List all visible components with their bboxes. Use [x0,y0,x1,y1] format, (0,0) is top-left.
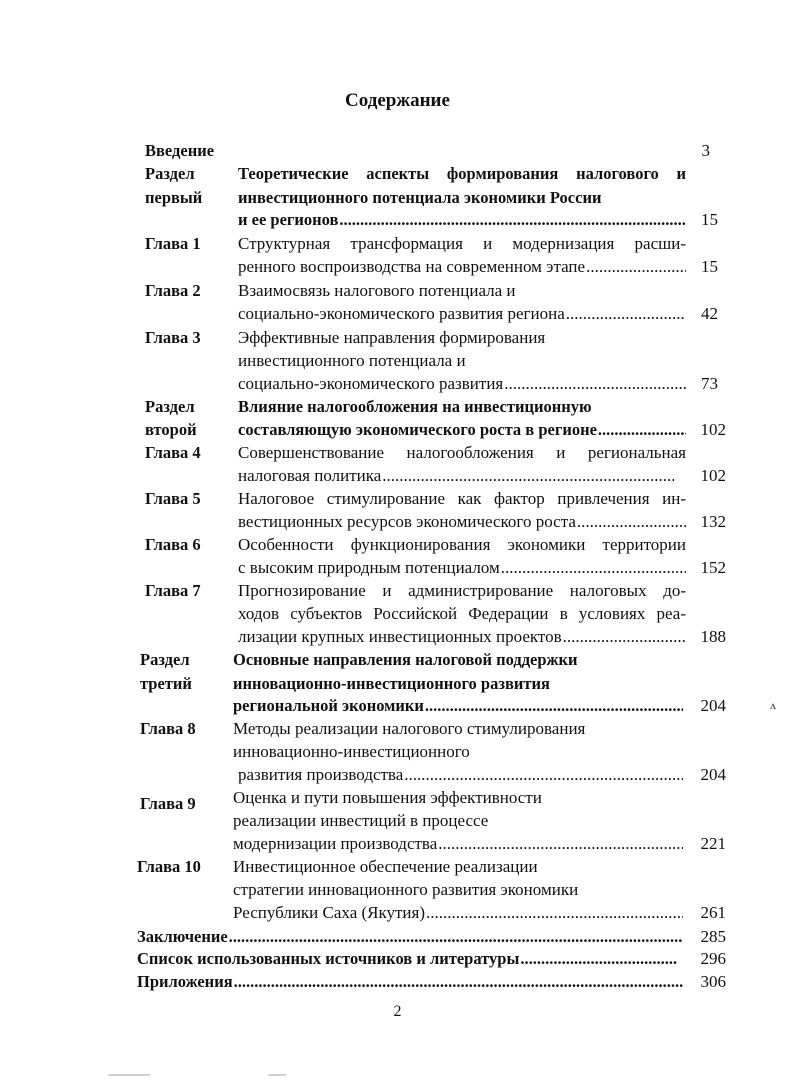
toc-ch4-line: Совершенствование налогообложения и региональная [238,443,686,462]
toc-label-ch9: Глава 9 [140,794,196,813]
toc-ch8-line: Методы реализации налогового стимулирования [233,719,586,738]
toc-ch8-line: инновационно-инвестиционного [233,742,470,761]
toc-ch3-line: социально-экономического развития ..... [238,372,686,396]
toc-label-section3-num: третий [140,674,192,693]
toc-page-conclusion: 285 [700,927,726,946]
toc-page-ch7: 188 [700,627,726,646]
toc-section3-line: региональной экономики ..... [233,694,683,718]
toc-ch6-line: Особенности функционирования экономики территории [238,535,686,554]
toc-page-ch1: 15 [701,257,718,276]
toc-ch1-line: ренного воспроизводства на современном этапе ..... [238,255,686,279]
toc-section1-line: инвестиционного потенциала экономики России [238,188,602,207]
toc-page-ch10: 261 [700,903,726,922]
toc-section1-line: и ее регионов ..... [238,208,686,232]
toc-ch4-line: налоговая политика ..... [238,464,674,488]
toc-label-ch3: Глава 3 [145,328,201,347]
toc-section2-line: составляющую экономического роста в регионе ..... [238,418,686,442]
toc-references: Список использованных источников и литературы ..... [137,947,677,971]
toc-page-ch3: 73 [701,374,718,393]
toc-ch9-line: Оценка и пути повышения эффективности [233,788,542,807]
toc-ch5-line: Налоговое стимулирование как фактор привлечения ин- [238,489,686,508]
toc-ch7-line: лизации крупных инвестиционных проектов ..... [238,625,686,649]
toc-label-intro: Введение [145,141,215,160]
toc-ch10-line: Инвестиционное обеспечение реализации [233,857,538,876]
toc-ch10-line: Республики Саха (Якутия) ..... [233,901,683,925]
toc-label-ch1: Глава 1 [145,234,201,253]
toc-label-section1-num: первый [145,188,203,207]
toc-appendices: Приложения ..... [137,970,683,994]
scan-artifact [268,1074,286,1076]
toc-label-section1: Раздел [145,164,195,183]
toc-page-section3: 204 [700,696,726,715]
toc-page-intro: 3 [701,141,710,160]
toc-label-ch2: Глава 2 [145,281,201,300]
toc-page-references: 296 [700,949,726,968]
toc-label-ch7: Глава 7 [145,581,201,600]
toc-label-section2: Раздел [145,397,195,416]
toc-label-ch4: Глава 4 [145,443,201,462]
toc-ch2-line: Взаимосвязь налогового потенциала и [238,281,516,300]
scan-artifact [108,1074,150,1076]
toc-page-section2: 102 [700,420,726,439]
toc-ch9-line: реализации инвестиций в процессе [233,811,489,830]
toc-label-section2-num: второй [145,420,197,439]
toc-ch3-line: Эффективные направления формирования [238,328,546,347]
toc-page-ch5: 132 [700,512,726,531]
toc-ch9-line: модернизации производства ..... [233,832,683,856]
toc-label-ch6: Глава 6 [145,535,201,554]
toc-label-section3: Раздел [140,650,190,669]
toc-page-ch4: 102 [700,466,726,485]
toc-conclusion: Заключение ..... [137,925,683,949]
toc-page-section1: 15 [701,210,718,229]
toc-ch1-line: Структурная трансформация и модернизация расши- [238,234,686,253]
toc-page-ch2: 42 [701,304,718,323]
toc-page-appendices: 306 [700,972,726,991]
toc-ch7-line: ходов субъектов Российской Федерации в условиях реа- [238,604,686,623]
toc-label-ch5: Глава 5 [145,489,201,508]
toc-ch3-line: инвестиционного потенциала и [238,351,466,370]
toc-page-ch8: 204 [700,765,726,784]
toc-section3-line: инновационно-инвестиционного развития [233,674,550,693]
toc-page-ch6: 152 [700,558,726,577]
toc-ch10-line: стратегии инновационного развития экономики [233,880,579,899]
toc-label-ch8: Глава 8 [140,719,196,738]
toc-page-ch9: 221 [700,834,726,853]
toc-ch5-line: вестиционных ресурсов экономического роста ..... [238,510,686,534]
margin-mark: ʌ [770,698,776,712]
toc-ch7-line: Прогнозирование и администрирование налоговых до- [238,581,686,600]
page-title: Содержание [345,90,450,111]
toc-section2-line: Влияние налогообложения на инвестиционную [238,397,592,416]
toc-section3-line: Основные направления налоговой поддержки [233,650,578,669]
page-number: 2 [393,1003,402,1020]
toc-ch6-line: с высоким природным потенциалом ..... [238,556,686,580]
toc-ch2-line: социально-экономического развития региона ..... [238,302,686,326]
toc-ch8-line: развития производства ..... [238,763,683,787]
toc-label-ch10: Глава 10 [137,857,201,876]
toc-section1-line: Теоретические аспекты формирования налогового и [238,164,686,183]
